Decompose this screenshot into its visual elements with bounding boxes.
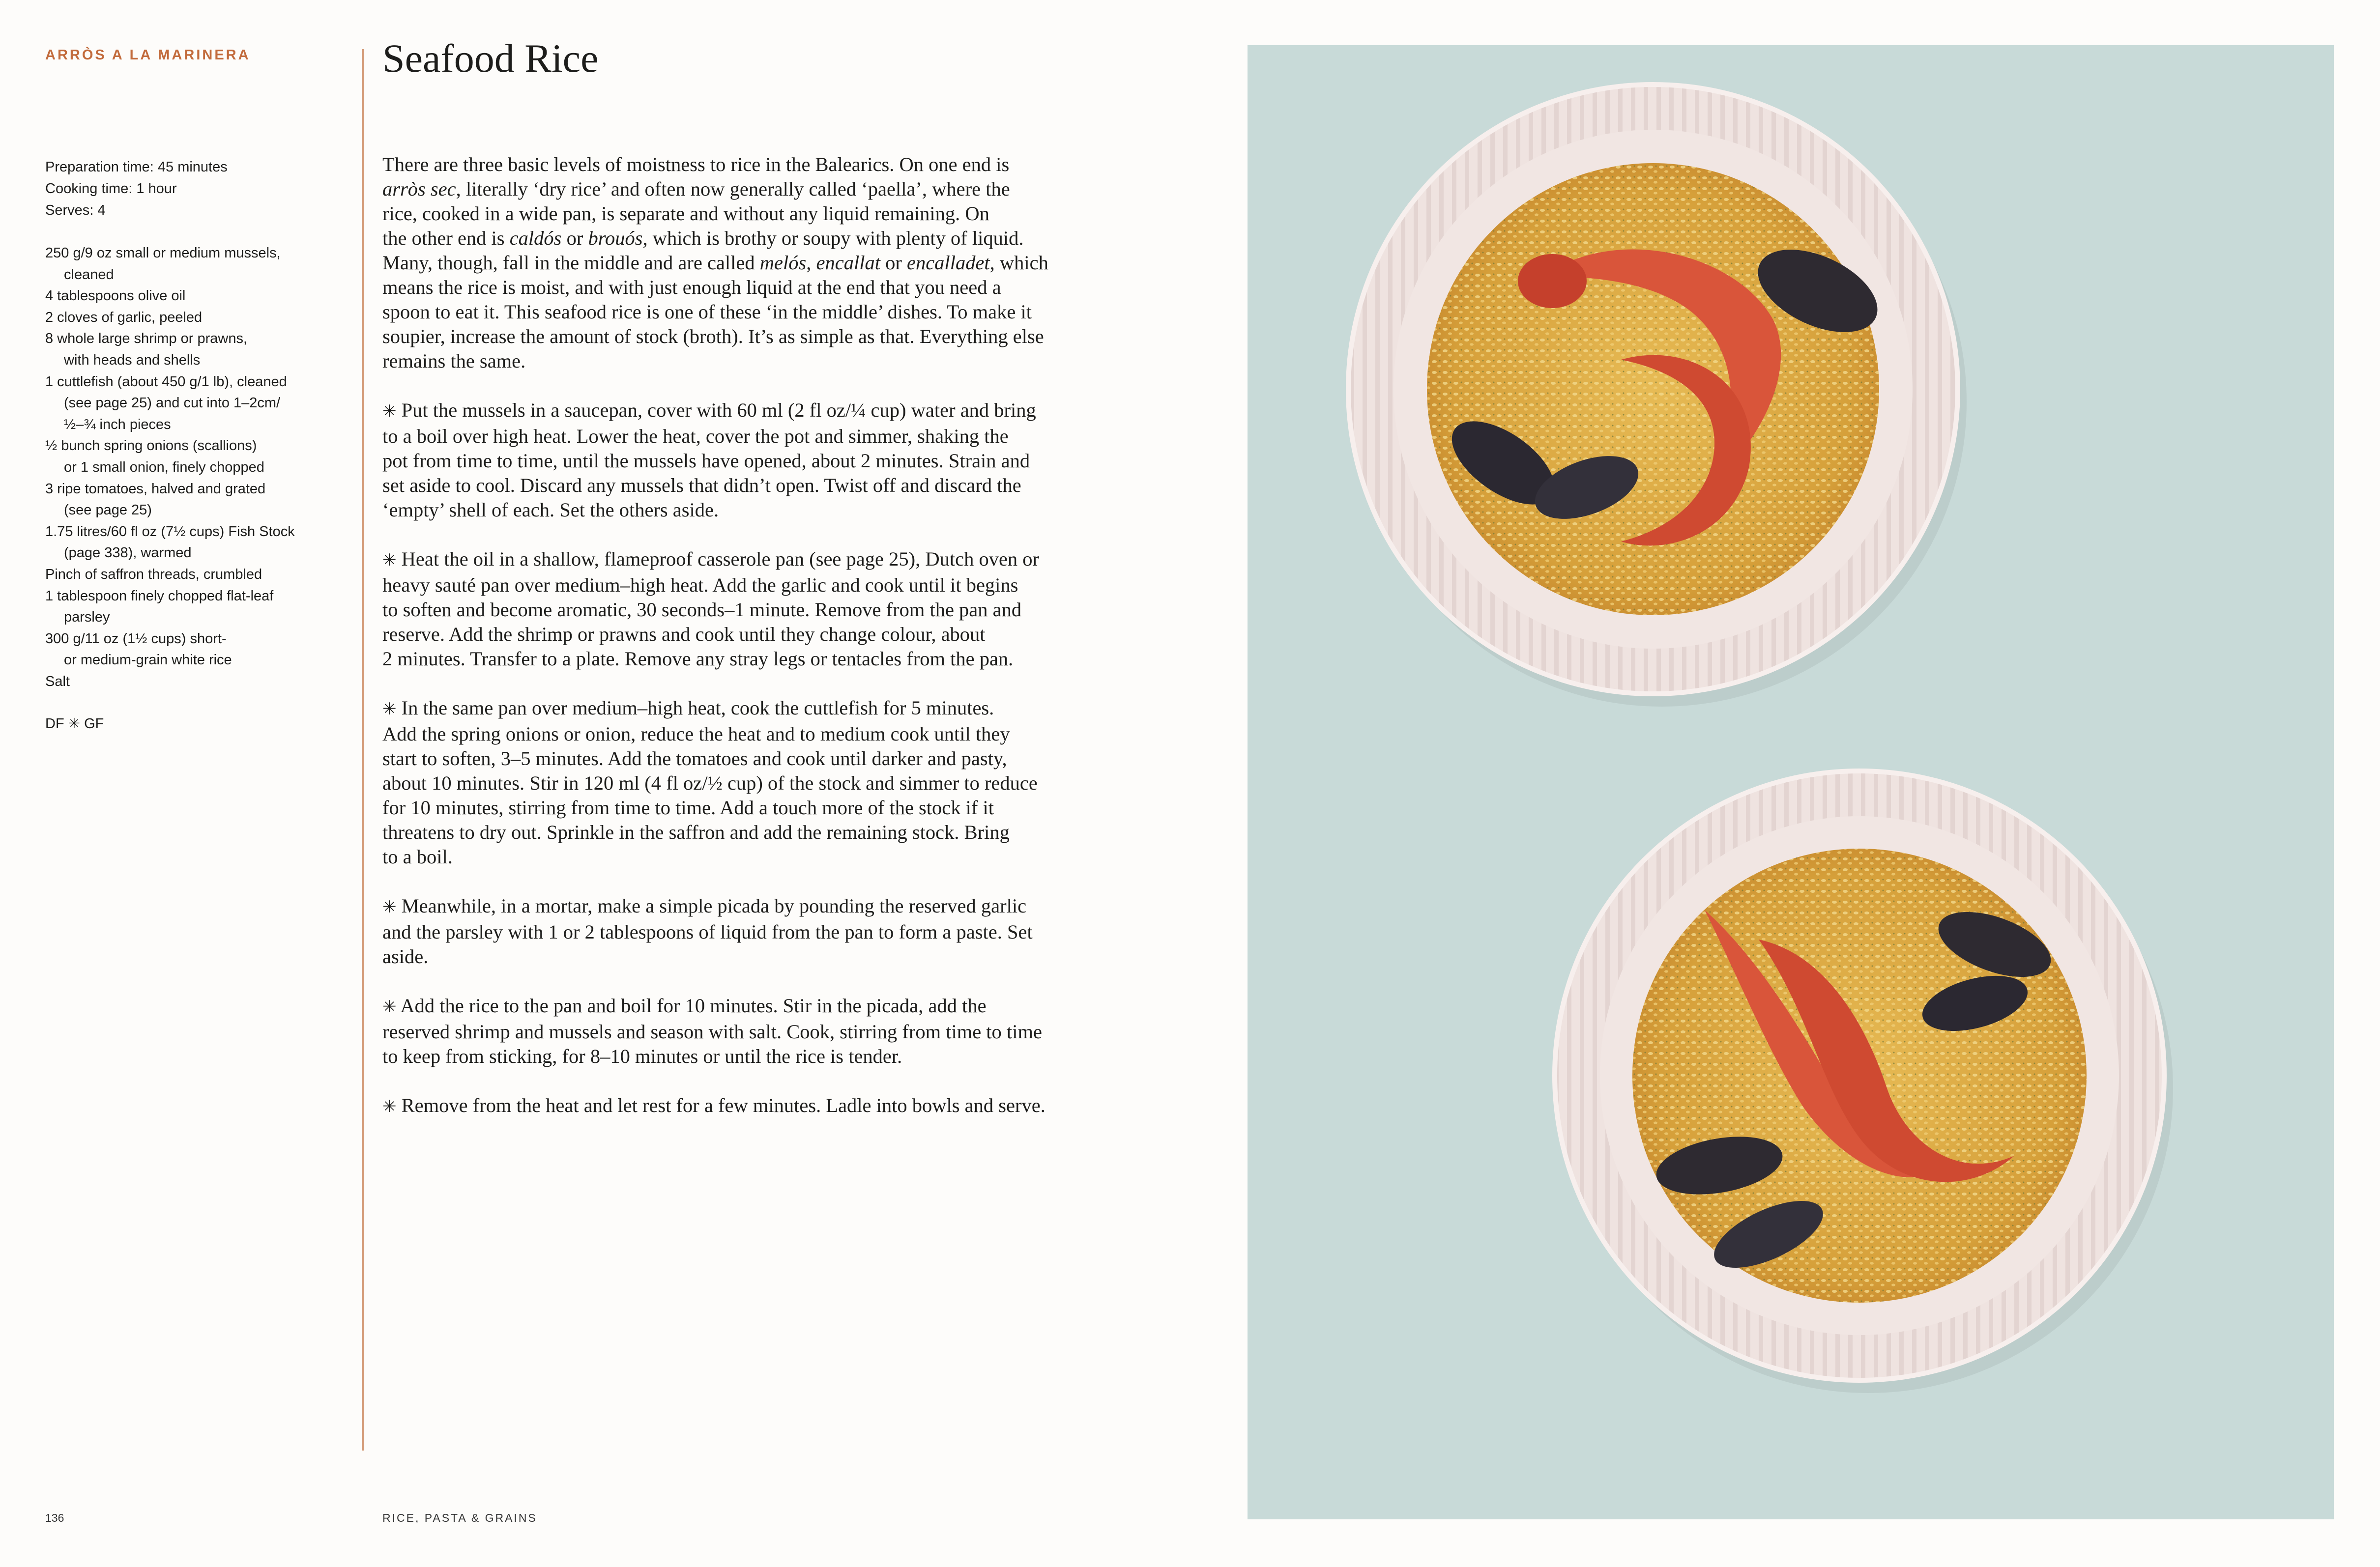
ingredient-item: ½ bunch spring onions (scallions) [45,438,257,454]
ingredient-item-continued: ½–¾ inch pieces [64,416,171,432]
cook-time: Cooking time: 1 hour [45,181,177,197]
intro-line: remains the same. [382,350,526,372]
method-step-4 [382,894,1095,969]
intro-line [382,226,1095,251]
step-bullet-icon: ✳ [382,898,397,916]
ingredient-item-continued: (see page 25) and cut into 1–2cm/ [64,395,281,411]
step-line: threatens to dry out. Sprinkle in the saffron and add the remaining stock. Bring [382,821,1010,843]
step-bullet-icon: ✳ [382,551,397,570]
step-line: aside. [382,945,429,968]
ingredient-item: 3 ripe tomatoes, halved and grated [45,481,266,497]
ingredient-item: Pinch of saffron threads, crumbled [45,566,262,582]
recipe-meta [45,156,340,221]
ingredient-item: 8 whole large shrimp or prawns, [45,331,248,347]
step-line [382,994,1095,1020]
method-step-2 [382,547,1095,671]
servings: Serves: 4 [45,202,106,218]
step-line: pot from time to time, until the mussels have opened, about 2 minutes. Strain and [382,450,1030,472]
intro-line [382,251,1095,275]
step-line: to a boil. [382,846,453,868]
step-line: heavy sauté pan over medium–high heat. Add the garlic and cook until it begins [382,574,1018,596]
intro-line [382,177,1095,201]
step-bullet-icon: ✳ [382,1098,397,1116]
ingredient-item: Salt [45,673,70,689]
ingredient-item: 300 g/11 oz (1½ cups) short- [45,630,227,647]
step-line [382,398,1095,424]
step-text: Put the mussels in a saucepan, cover with 60 ml (2 fl oz/¼ cup) water and bring [396,399,1036,421]
method-step-1 [382,398,1095,522]
ingredient-item-continued: or 1 small onion, finely chopped [64,459,264,475]
step-line: 2 minutes. Transfer to a plate. Remove any stray legs or tentacles from the pan. [382,648,1014,670]
step-line [382,1093,1095,1119]
ingredient-list [45,243,350,692]
intro-text: , [806,252,816,274]
step-text: Add the rice to the pan and boil for 10 minutes. Stir in the picada, add the [396,995,987,1017]
term-caldos: caldós [509,227,562,249]
intro-text: Many, though, fall in the middle and are called [382,252,760,274]
step-text: Remove from the heat and let rest for a few minutes. Ladle into bowls and serve. [396,1094,1045,1116]
step-line: to soften and become aromatic, 30 seconds–1 minute. Remove from the pan and [382,598,1022,621]
dish-photo-illustration [1248,45,2334,1519]
step-bullet-icon: ✳ [382,700,397,718]
ingredient-item-continued: (page 338), warmed [64,545,192,561]
step-bullet-icon: ✳ [382,402,397,421]
term-brouos: brouós [588,227,643,249]
intro-text: , literally ‘dry rice’ and often now generally called ‘paella’, where the [456,178,1010,200]
ingredient-item-continued: with heads and shells [64,352,201,368]
intro-line: soupier, increase the amount of stock (broth). It’s as simple as that. Everything else [382,325,1044,347]
step-line: reserve. Add the shrimp or prawns and cook until they change colour, about [382,623,986,645]
method-step-6 [382,1093,1095,1119]
step-line [382,696,1095,722]
column-rule [362,49,364,1451]
step-text: In the same pan over medium–high heat, cook the cuttlefish for 5 minutes. [396,697,994,719]
ingredient-item-continued: parsley [64,609,110,626]
recipe-kicker: ARRÒS A LA MARINERA [45,47,251,63]
recipe-body [382,152,1095,1144]
intro-text: or [561,227,588,249]
ingredient-item-continued: cleaned [64,266,114,283]
ingredient-item: 250 g/9 oz small or medium mussels, [45,245,281,261]
step-bullet-icon: ✳ [382,998,397,1016]
step-line: to a boil over high heat. Lower the heat, cover the pot and simmer, shaking the [382,425,1009,447]
intro-text: , which is brothy or soupy with plenty of liquid. [642,227,1024,249]
step-line: to keep from sticking, for 8–10 minutes or until the rice is tender. [382,1045,902,1067]
intro-line: means the rice is moist, and with just enough liquid at the end that you need a [382,276,1001,298]
step-line: set aside to cool. Discard any mussels that didn’t open. Twist off and discard the [382,474,1021,496]
ingredient-item-continued: (see page 25) [64,502,152,518]
intro-paragraph [382,152,1095,373]
ingredient-item: 4 tablespoons olive oil [45,288,186,304]
ingredient-item: 1.75 litres/60 fl oz (7½ cups) Fish Stock [45,523,295,540]
step-line: about 10 minutes. Stir in 120 ml (4 fl oz/½ cup) of the stock and simmer to reduce [382,772,1038,794]
ingredient-item: 2 cloves of garlic, peeled [45,309,203,325]
step-line: ‘empty’ shell of each. Set the others aside. [382,499,719,521]
dietary-tags: DF ✳ GF [45,716,104,732]
intro-text: the other end is [382,227,510,249]
term-encalladet: encalladet [906,252,990,274]
recipe-title: Seafood Rice [382,36,599,81]
term-arros-sec: arròs sec [382,178,456,200]
dish-photo [1248,45,2334,1519]
method-step-3 [382,696,1095,869]
step-text: Heat the oil in a shallow, flameproof casserole pan (see page 25), Dutch oven or [396,548,1040,570]
intro-line: spoon to eat it. This seafood rice is one of these ‘in the middle’ dishes. To make it [382,301,1032,323]
step-line: and the parsley with 1 or 2 tablespoons of liquid from the pan to form a paste. Set [382,921,1033,943]
ingredient-item: 1 tablespoon finely chopped flat-leaf [45,588,274,604]
section-name: RICE, PASTA & GRAINS [382,1511,537,1524]
prep-time: Preparation time: 45 minutes [45,159,228,175]
page-number: 136 [45,1511,64,1524]
intro-line: rice, cooked in a wide pan, is separate and without any liquid remaining. On [382,202,989,225]
intro-text: or [880,252,907,274]
step-line: start to soften, 3–5 minutes. Add the tomatoes and cook until darker and pasty, [382,747,1007,769]
ingredient-item: 1 cuttlefish (about 450 g/1 lb), cleaned [45,373,287,390]
step-line: reserved shrimp and mussels and season with salt. Cook, stirring from time to time [382,1021,1042,1043]
step-line: for 10 minutes, stirring from time to time. Add a touch more of the stock if it [382,797,994,819]
method-step-5 [382,994,1095,1069]
intro-line: There are three basic levels of moistness to rice in the Balearics. On one end is [382,153,1010,175]
ingredient-item-continued: or medium-grain white rice [64,652,232,668]
step-line: Add the spring onions or onion, reduce the heat and to medium cook until they [382,723,1010,745]
intro-text: , which [989,252,1048,274]
step-line [382,547,1095,573]
term-encallat: encallat [816,252,880,274]
term-melos: melós [759,252,807,274]
step-text: Meanwhile, in a mortar, make a simple picada by pounding the reserved garlic [396,895,1027,917]
step-line [382,894,1095,920]
